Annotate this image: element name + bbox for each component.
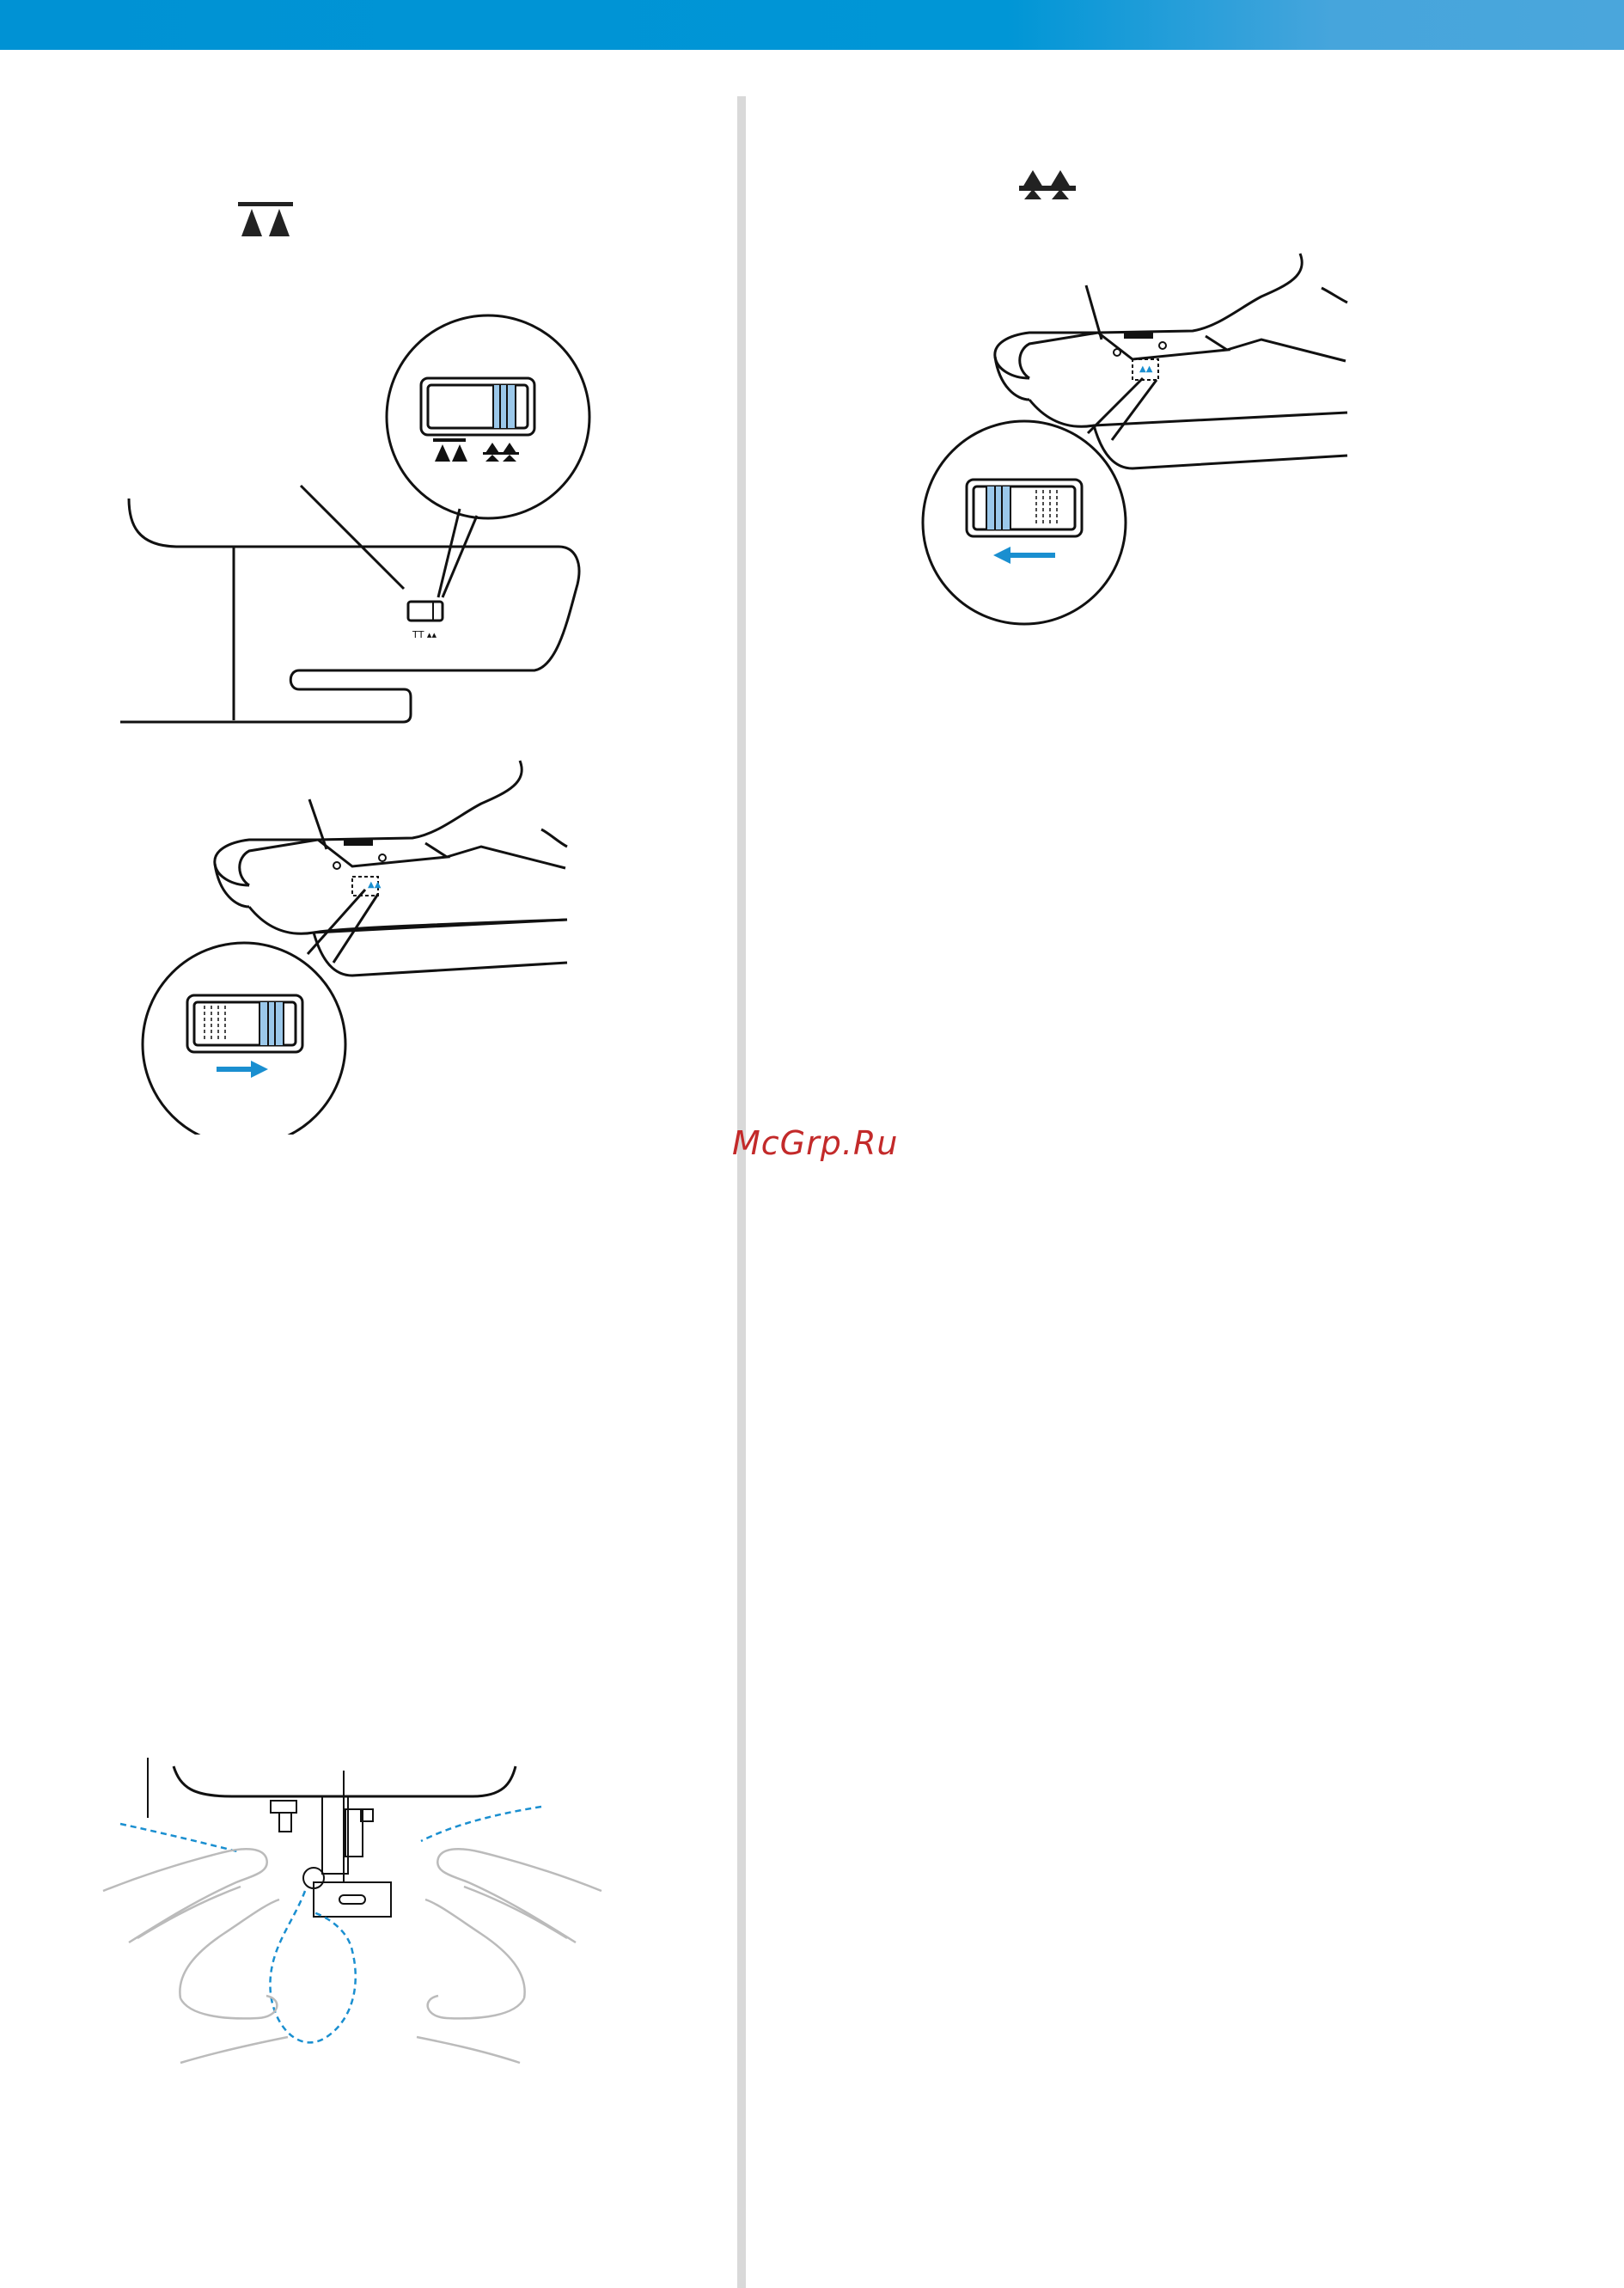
svg-text:▲▲: ▲▲ [1139, 364, 1153, 374]
feed-dogs-down-icon [1019, 168, 1076, 201]
arrow-right-icon [217, 1061, 268, 1078]
svg-text:▲▲: ▲▲ [368, 880, 382, 890]
feed-dog-switch-figure [112, 305, 593, 735]
svg-text:ꓔꓔ ▴▴: ꓔꓔ ▴▴ [412, 629, 437, 640]
slide-switch-left-figure [918, 249, 1356, 627]
free-motion-quilting-figure [95, 1745, 610, 2089]
arrow-left-icon [993, 547, 1055, 564]
watermark: McGrp.Ru [732, 1124, 899, 1162]
feed-dogs-up-icon [236, 202, 295, 238]
header-bar [0, 0, 1624, 50]
column-divider [737, 96, 746, 2288]
slide-switch-right-figure [137, 756, 576, 1135]
